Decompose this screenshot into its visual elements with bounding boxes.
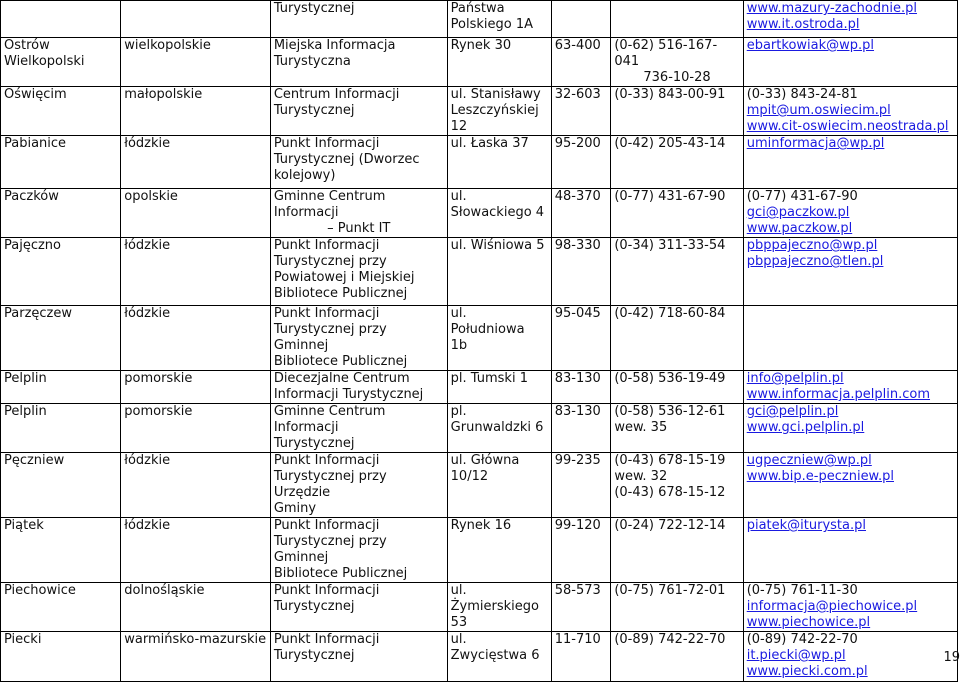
table-row [1,632,958,682]
region-text: warmińsko-mazurskie [124,632,267,647]
text-line: 10/12 [450,469,489,484]
zip-cell [551,1,611,38]
contact-cell [743,453,957,518]
text-line: Turystycznej przy Urzędzie [273,469,387,500]
table-row [1,136,958,189]
text-line: Centrum Informacji [273,87,400,102]
email-link[interactable]: pbppajeczno@tlen.pl [746,254,884,269]
email-link[interactable]: ugpeczniew@wp.pl [746,453,872,468]
text-line: Rynek 30 [450,38,512,53]
text-line: ul. [450,583,467,598]
text-line: (0-42) 205-43-14 [614,136,726,151]
phone-cell [611,453,743,518]
zip-text: 11-710 [554,632,601,647]
region-cell [121,306,271,371]
contact-cell [743,136,957,189]
address-cell [447,1,551,38]
name-cell [270,453,447,518]
contact-cell [743,189,957,238]
text-line: (0-89) 742-22-70 [746,632,858,647]
text-line: ul. Wiśniowa 5 [450,238,545,253]
phone-cell [611,87,743,136]
address-cell [447,87,551,136]
table-row [1,238,958,306]
text-line: Pabianice [4,136,67,151]
contact-cell [743,518,957,583]
text-line: Piecki [4,632,42,647]
region-text: łódzkie [124,518,171,533]
text-line: (0-75) 761-11-30 [746,583,858,598]
address-cell [447,238,551,306]
text-line: (0-77) 431-67-90 [614,189,726,204]
address-cell [447,306,551,371]
text-line: Powiatowej i Miejskiej [273,270,415,285]
text-line: Piątek [4,518,44,533]
table-row [1,189,958,238]
city-cell [1,404,121,453]
text-line: 736-10-28 [643,70,711,85]
web-link[interactable]: www.bip.e-peczniew.pl [746,469,894,484]
phone-cell [611,38,743,87]
region-cell [121,404,271,453]
contact-cell [743,371,957,404]
text-line: Pelplin [4,371,47,386]
text-line: wew. 32 [614,469,668,484]
zip-cell [551,189,611,238]
name-line: Turystycznej [273,1,355,16]
email-link[interactable]: piatek@iturysta.pl [746,518,866,533]
zip-cell [551,453,611,518]
email-link[interactable]: gci@pelplin.pl [746,404,839,419]
zip-text: 83-130 [554,371,601,386]
text-line: Zwycięstwa 6 [450,648,540,663]
name-cell [270,404,447,453]
region-cell [121,136,271,189]
text-line: Turystycznej [273,103,355,118]
city-cell [1,189,121,238]
city-cell [1,38,121,87]
text-line: Pelplin [4,404,47,419]
text-line: (0-33) 843-00-91 [614,87,726,102]
address-cell [447,38,551,87]
text-line: Ostrów [4,38,50,53]
email-link[interactable]: ebartkowiak@wp.pl [746,38,875,53]
email-link[interactable]: info@pelplin.pl [746,371,844,386]
text-line: Południowa [450,322,525,337]
zip-text: 63-400 [554,38,601,53]
contact-cell [743,1,957,38]
address-cell [447,404,551,453]
name-cell [270,632,447,682]
text-line: (0-43) 678-15-12 [614,485,726,500]
text-line: Punkt Informacji [273,136,380,151]
region-text: wielkopolskie [124,38,211,53]
text-line: Pajęczno [4,238,61,253]
zip-text: 95-200 [554,136,601,151]
text-line: Turystycznej przy Gminnej [273,322,387,353]
zip-text: 83-130 [554,404,601,419]
text-line: Turystycznej [273,648,355,663]
zip-text: 98-330 [554,238,601,253]
text-line: (0-89) 742-22-70 [614,632,726,647]
region-cell [121,238,271,306]
contact-cell [743,632,957,682]
email-link[interactable]: informacja@piechowice.pl [746,599,918,614]
text-line: (0-43) 678-15-19 [614,453,726,468]
text-line: Punkt Informacji [273,306,380,321]
web-link[interactable]: www.it.ostroda.pl [746,17,860,32]
text-line: (0-42) 718-60-84 [614,306,726,321]
email-link[interactable]: uminformacja@wp.pl [746,136,885,151]
region-cell [121,583,271,632]
name-cell [270,87,447,136]
table-row [1,404,958,453]
address-cell [447,583,551,632]
address-line: Polskiego 1A [450,17,534,32]
table-row [1,306,958,371]
contact-cell [743,583,957,632]
table-row [1,87,958,136]
text-line: ul. Stanisławy [450,87,541,102]
table-row [1,518,958,583]
text-line: Bibliotece Publicznej [273,566,408,581]
text-line: (0-58) 536-19-49 [614,371,726,386]
name-cell [270,583,447,632]
zip-cell [551,38,611,87]
phone-cell [611,583,743,632]
region-cell [121,87,271,136]
zip-cell [551,136,611,189]
text-line: Turystycznej [273,599,355,614]
name-cell [270,38,447,87]
text-line: Gminne Centrum Informacji [273,189,386,220]
region-cell [121,518,271,583]
zip-cell [551,518,611,583]
text-line: Gminne Centrum Informacji [273,404,386,435]
text-line: (0-58) 536-12-61 [614,404,726,419]
web-link[interactable]: www.piecki.com.pl [746,664,868,679]
text-line: pl. [450,404,467,419]
text-line: Słowackiego 4 [450,205,545,220]
text-line: Punkt Informacji [273,453,380,468]
region-text: łódzkie [124,238,171,253]
city-cell [1,632,121,682]
address-cell [447,371,551,404]
zip-text: 99-120 [554,518,601,533]
table-row [1,583,958,632]
text-line: 12 [450,119,468,134]
phone-cell [611,632,743,682]
text-line: Bibliotece Publicznej [273,286,408,301]
text-line: (0-24) 722-12-14 [614,518,726,533]
city-cell [1,583,121,632]
phone-cell [611,136,743,189]
address-cell [447,632,551,682]
web-link[interactable]: www.informacja.pelplin.com [746,387,931,402]
city-cell [1,136,121,189]
address-cell [447,189,551,238]
text-line: Piechowice [4,583,76,598]
address-line: Państwa [450,1,505,16]
region-cell [121,371,271,404]
zip-cell [551,238,611,306]
text-line: ul. Łaska 37 [450,136,529,151]
text-line: pl. Tumski 1 [450,371,528,386]
text-line: Pęczniew [4,453,65,468]
address-cell [447,453,551,518]
name-cell [270,189,447,238]
text-line: Turystyczna [273,54,351,69]
text-line: (0-34) 311-33-54 [614,238,726,253]
phone-cell [611,306,743,371]
region-text: pomorskie [124,371,193,386]
web-link[interactable]: www.gci.pelplin.pl [746,420,865,435]
table-row-continuation [1,1,958,38]
phone-cell [611,238,743,306]
name-cell [270,136,447,189]
text-line: (0-77) 431-67-90 [746,189,858,204]
zip-text: 32-603 [554,87,601,102]
text-line: Informacji Turystycznej [273,387,424,402]
contact-cell [743,87,957,136]
region-cell [121,189,271,238]
name-cell [270,306,447,371]
web-link[interactable]: www.cit-oswiecim.neostrada.pl [746,119,949,134]
zip-cell [551,306,611,371]
region-cell [121,38,271,87]
name-cell [270,1,447,38]
city-cell [1,87,121,136]
text-line: ul. [450,632,467,647]
phone-cell [611,371,743,404]
text-line: Miejska Informacja [273,38,396,53]
text-line: (0-62) 516-167-041 [614,38,718,69]
text-line: ul. [450,189,467,204]
email-link[interactable]: pbppajeczno@wp.pl [746,238,878,253]
table-row [1,371,958,404]
text-line: 53 [450,615,468,630]
text-line: Parzęczew [4,306,72,321]
text-line: Bibliotece Publicznej [273,354,408,369]
contact-cell [743,38,957,87]
region-text: dolnośląskie [124,583,205,598]
contact-cell [743,238,957,306]
text-line: Żymierskiego [450,599,539,614]
region-text: pomorskie [124,404,193,419]
region-text: opolskie [124,189,178,204]
text-line: – Punkt IT [327,221,391,236]
text-line: Punkt Informacji [273,632,380,647]
city-cell [1,306,121,371]
region-text: łódzkie [124,453,171,468]
zip-text: 95-045 [554,306,601,321]
page-number: 19 [943,650,960,665]
region-text: łódzkie [124,306,171,321]
city-cell [1,371,121,404]
zip-cell [551,371,611,404]
text-line: Paczków [4,189,59,204]
web-link[interactable]: www.mazury-zachodnie.pl [746,1,917,16]
text-line: Rynek 16 [450,518,512,533]
email-link[interactable]: mpit@um.oswiecim.pl [746,103,891,118]
web-link[interactable]: www.paczkow.pl [746,221,853,236]
city-cell [1,1,121,38]
text-line: (0-33) 843-24-81 [746,87,858,102]
email-link[interactable]: it.piecki@wp.pl [746,648,846,663]
text-line: Gminy [273,501,317,516]
text-line: Punkt Informacji [273,583,380,598]
text-line: Leszczyńskiej [450,103,539,118]
text-line: Oświęcim [4,87,67,102]
text-line: ul. Główna [450,453,520,468]
city-cell [1,518,121,583]
email-link[interactable]: gci@paczkow.pl [746,205,850,220]
text-line: Diecezjalne Centrum [273,371,410,386]
text-line: kolejowy) [273,168,336,183]
table-body [1,1,958,682]
address-cell [447,518,551,583]
text-line: Wielkopolski [4,54,85,69]
city-cell [1,238,121,306]
zip-text: 58-573 [554,583,601,598]
region-text: łódzkie [124,136,171,151]
zip-text: 99-235 [554,453,601,468]
phone-cell [611,518,743,583]
text-line: Turystycznej przy Gminnej [273,534,387,565]
name-cell [270,518,447,583]
text-line: Punkt Informacji [273,518,380,533]
table-row [1,453,958,518]
table-row [1,38,958,87]
contact-cell [743,404,957,453]
zip-cell [551,404,611,453]
zip-cell [551,87,611,136]
address-cell [447,136,551,189]
phone-cell [611,1,743,38]
region-cell [121,453,271,518]
city-cell [1,453,121,518]
zip-cell [551,632,611,682]
text-line: ul. [450,306,467,321]
text-line: Grunwaldzki 6 [450,420,544,435]
text-line: wew. 35 [614,420,668,435]
region-text: małopolskie [124,87,203,102]
zip-cell [551,583,611,632]
text-line: Turystycznej przy [273,254,387,269]
phone-cell [611,189,743,238]
text-line: 1b [450,338,468,353]
contact-cell [743,306,957,371]
text-line: (0-75) 761-72-01 [614,583,726,598]
zip-text: 48-370 [554,189,601,204]
name-cell [270,238,447,306]
name-cell [270,371,447,404]
region-cell [121,1,271,38]
region-cell [121,632,271,682]
text-line: Turystycznej [273,436,355,451]
text-line: Punkt Informacji [273,238,380,253]
web-link[interactable]: www.piechowice.pl [746,615,871,630]
text-line: Turystycznej (Dworzec [273,152,420,167]
phone-cell [611,404,743,453]
